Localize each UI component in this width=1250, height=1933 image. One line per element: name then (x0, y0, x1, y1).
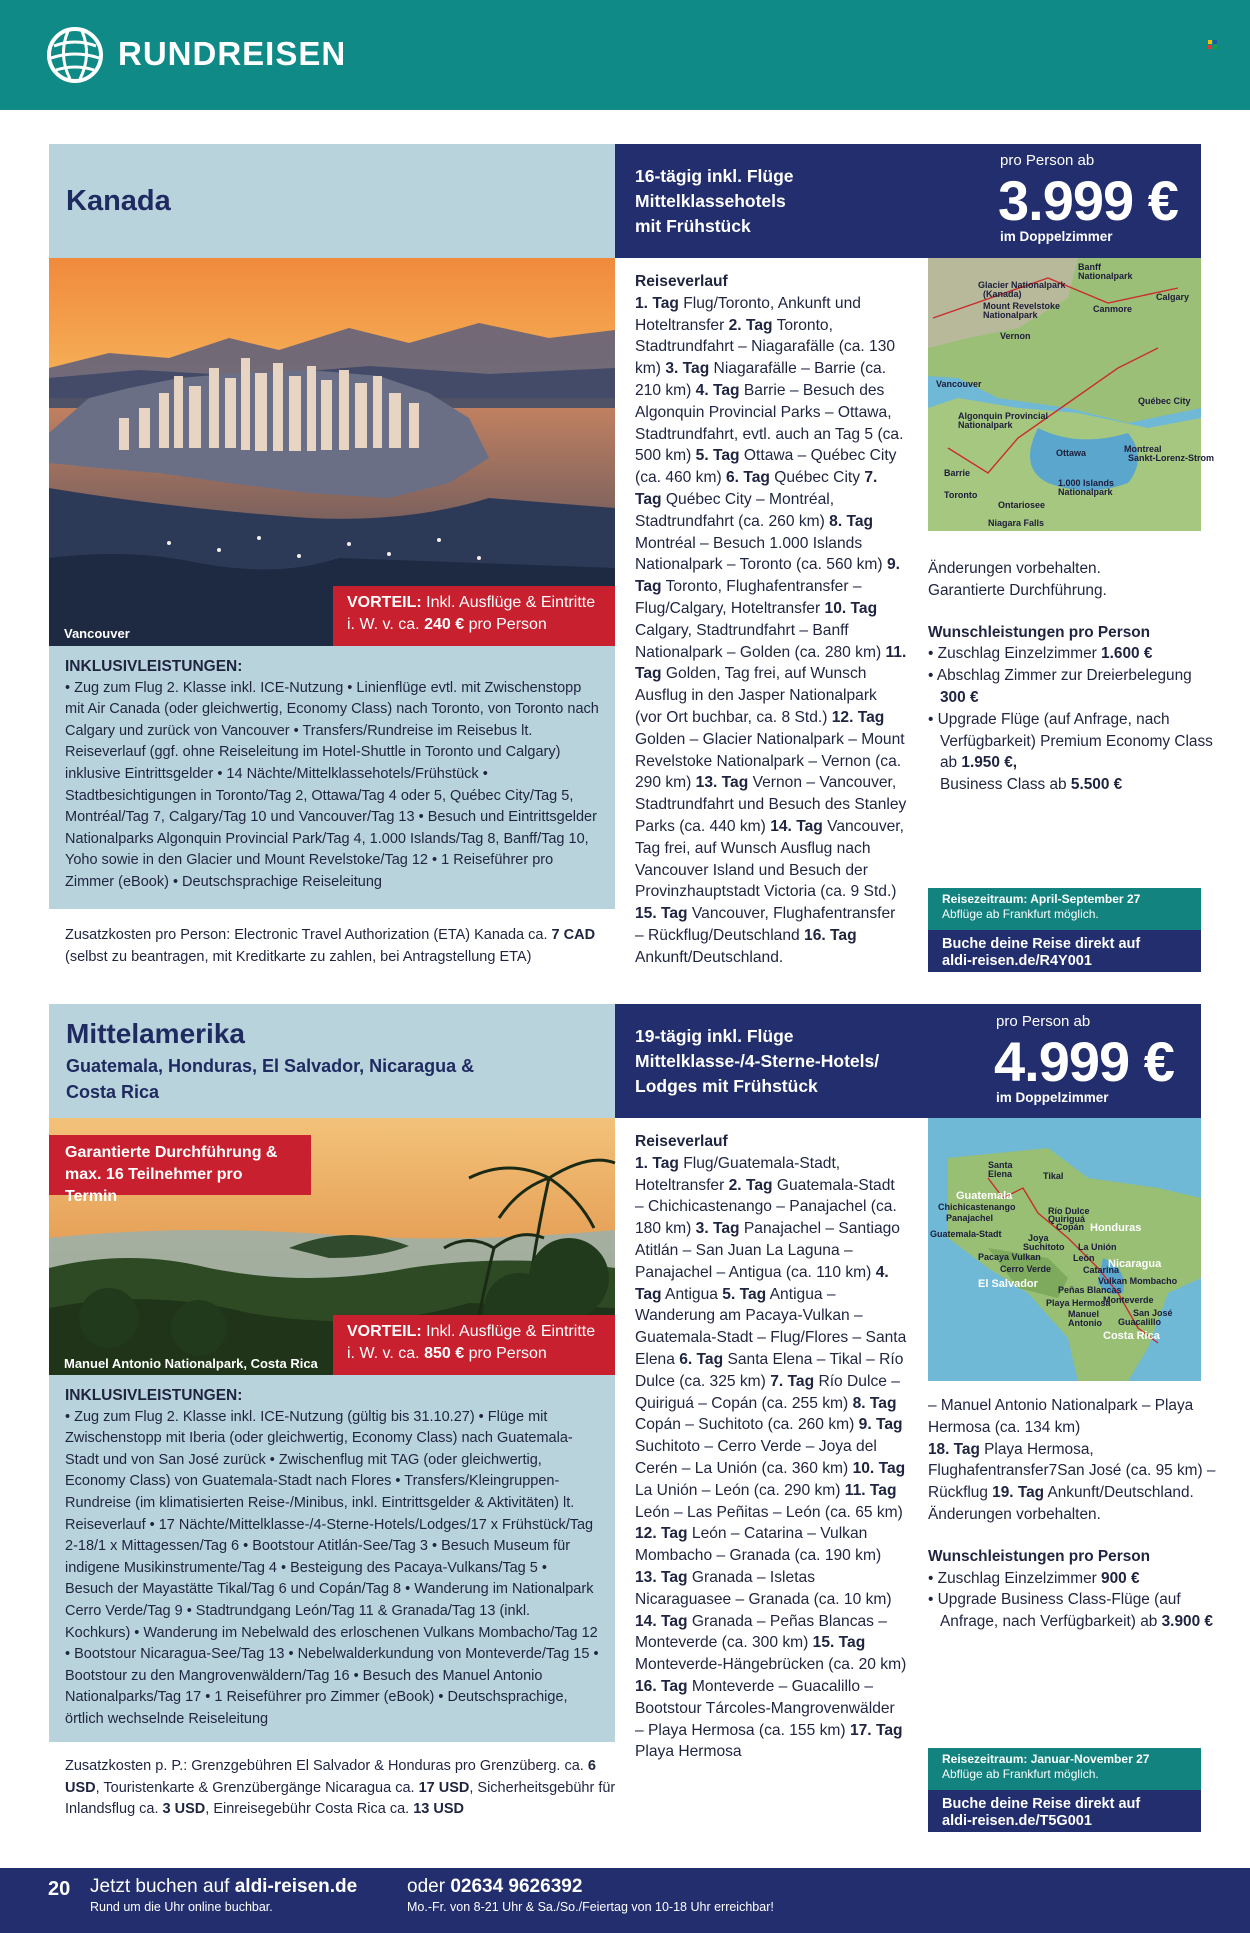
mittelamerika-itinerary (635, 1131, 907, 1763)
mittelamerika-inclusions (49, 1375, 615, 1742)
kanada-summary (635, 164, 794, 239)
extra-cost-text: Zusatzkosten pro Person: Electronic Travel Authorization (ETA) Kanada ca. (65, 927, 548, 943)
itinerary-day: 3. Tag (695, 1220, 740, 1238)
vorteil-post: pro Person (468, 616, 547, 633)
itinerary-day-text: Toronto, Flughafentransfer – Flug/Calgary, Hoteltransfer (635, 578, 862, 617)
kanada-extra-costs (65, 925, 625, 968)
itinerary-day: 9. Tag (635, 556, 900, 596)
itinerary-day: 11. Tag (844, 1481, 897, 1499)
itinerary-day-text: Ankunft/Deutschland. (1044, 1484, 1194, 1502)
itinerary-day-text: Québec City (769, 469, 865, 487)
footer-phone (407, 1876, 582, 1898)
mittelamerika-map: Tikal Santa Elena Guatemala Chichicastenango Río Dulce Copán Honduras Panajachel Guatemala-Stadt Joya Suchitoto Pacaya Vulkan Quiriguá La Unión León Nicaragua Cerro Verde Catarina Vulkan Mombacho El Salvador Peñas Blancas Monteverde Playa Hermosa Manuel Antonio San José Guacalillo Costa Rica (928, 1118, 1201, 1381)
itinerary-day-text: Niagarafälle – Barrie (ca. 210 km) (635, 360, 887, 399)
vorteil-line1: Inkl. Ausflüge & Eintritte (426, 1323, 596, 1340)
kanada-book-link[interactable] (928, 930, 1201, 972)
itinerary-day: 5. Tag (695, 447, 740, 465)
price-suffix: im Doppelzimmer (996, 1090, 1109, 1105)
corner-mark-icon (1208, 40, 1218, 50)
book-line: Buche deine Reise direkt auf (942, 936, 1141, 952)
mittelamerika-summary (635, 1024, 879, 1099)
wish-heading: Wunschleistungen pro Person (928, 623, 1151, 641)
itinerary-day-text: León – Las Peñitas – León (ca. 65 km) (635, 1503, 903, 1521)
price-prefix: pro Person ab (1000, 152, 1095, 169)
footer-phone-text: oder (407, 1876, 446, 1897)
itinerary-day-text: Golden, Tag frei, auf Wunsch Ausflug in den Jasper Nationalpark (vor Ort buchbar, ca. 8 Std.) (635, 665, 877, 726)
itinerary-day-text: Monteverde-Hängebrücken (ca. 20 km) (635, 1656, 907, 1674)
note: Änderungen vorbehalten. (928, 1505, 1101, 1523)
price-suffix: im Doppelzimmer (1000, 229, 1113, 244)
itinerary-day-text: Guatemala-Stadt – Chichicastenango – Panajachel (ca. 180 km) (635, 1176, 897, 1238)
incl-text: • Zug zum Flug 2. Klasse inkl. ICE-Nutzung (gültig bis 31.10.27) • Flüge mit Zwischenstopp mit Iberia (oder gleichwertig, Economy Class) nach Guatemala-Stadt und von San José zurück • Zwischenflug mit TAG (oder gleichwertig, Economy Class) von Guatemala-Stadt nach Flores • Transfers/Kleingruppen-Rundreise (im klimatisierten Reise-/Minibus, inkl. Eintrittsgelder & Aktivitäten) lt. Reiseverlauf • 17 Nächte/Mittelklasse-/4-Sterne-Hotels/Lodges/17 x Frühstück/Tag 2-18/1 x Mittagessen/Tag 6 • Bootstour Atitlán-See/Tag 3 • Besuch Museum für indigene Musikinstrumente/Tag 4 • Besteigung des Pacaya-Vulkans/Tag 5 • Besuch der Mayastätte Tikal/Tag 6 und Copán/Tag 8 • Wanderung im Nationalpark Cerro Verde/Tag 9 • Stadtrundgang León/Tag 11 & Granada/Tag 13 (inkl. Kochkurs) • Wanderung im Nebelwald des erloschenen Vulkans Mombacho/Tag 12 • Bootstour Nicaragua-See/Tag 13 • Nebelwalderkundung von Monteverde/Tag 15 • Bootstour zu den Mangrovenwäldern/Tag 16 • Besuch des Manuel Antonio Nationalparks/Tag 17 • 1 Reiseführer pro Zimmer (eBook) • Deutschsprachige, örtlich wechselnde Reiseleitung (65, 1408, 599, 1727)
itinerary-day: 13. Tag (695, 774, 749, 792)
itinerary-day: 10. Tag (824, 599, 878, 617)
itinerary-day: 4. Tag (695, 381, 740, 399)
photo-caption: Vancouver (64, 626, 130, 641)
vorteil-label: VORTEIL: (347, 594, 422, 611)
itinerary-day: 7. Tag (770, 1372, 815, 1390)
mittelamerika-side (928, 1395, 1218, 1633)
summary-line: Mittelklasse-/4-Sterne-Hotels/ (635, 1051, 880, 1071)
itinerary-day: 16. Tag (635, 1677, 688, 1695)
itinerary-day: 8. Tag (829, 512, 874, 530)
itinerary-day-text: Ottawa – Québec City (ca. 460 km) (635, 447, 897, 487)
price-prefix: pro Person ab (996, 1013, 1091, 1030)
mittelamerika-travel-period (928, 1748, 1201, 1790)
itinerary-day: 15. Tag (635, 905, 688, 923)
kanada-travel-period (928, 888, 1201, 930)
departure-note: Abflüge ab Frankfurt möglich. (942, 1767, 1099, 1781)
wish-item: Business Class ab 5.500 € (940, 776, 1123, 794)
wish-item: • Upgrade Business Class-Flüge (auf Anfrage, nach Verfügbarkeit) ab 3.900 € (928, 1591, 1213, 1631)
itinerary-day-text: Golden – Glacier Nationalpark – Mount Revelstoke Nationalpark – Vernon (ca. 290 km) (635, 730, 905, 792)
itinerary-day: 5. Tag (722, 1285, 767, 1303)
mittelamerika-subtitle (66, 1053, 474, 1105)
wish-heading: Wunschleistungen pro Person (928, 1547, 1151, 1565)
itinerary-day: 12. Tag (831, 708, 885, 726)
itinerary-day-text: Suchitoto – Cerro Verde – Joya del Cerén – La Unión (ca. 360 km) (635, 1438, 877, 1477)
extra-cost-text: , Sicherheitsgebühr für Inlandsflug ca. (65, 1779, 616, 1818)
wish-item: • Upgrade Flüge (auf Anfrage, nach Verfügbarkeit) Premium Economy Class ab 1.950 €, (928, 710, 1213, 772)
itinerary-day: 12. Tag (635, 1525, 688, 1543)
itinerary-day-text: Panajachel – Santiago Atitlán – San Juan La Laguna – Panajachel – Antigua (ca. 110 km) (635, 1220, 900, 1281)
itinerary-day-text: Copán – Suchitoto (ca. 260 km) (635, 1416, 859, 1434)
photo-caption: Manuel Antonio Nationalpark, Costa Rica (64, 1356, 318, 1371)
kanada-inclusions (49, 646, 615, 909)
vorteil-pre: i. W. v. ca. (347, 616, 420, 633)
footer-book-sub: Rund um die Uhr online buchbar. (90, 1900, 273, 1914)
book-url[interactable]: aldi-reisen.de/T5G001 (942, 1813, 1092, 1829)
itinerary-day: 17. Tag (849, 1721, 903, 1739)
summary-line: 19-tägig inkl. Flüge (635, 1026, 794, 1046)
itinerary-day: 9. Tag (858, 1416, 903, 1434)
extra-cost-amount: 7 CAD (551, 927, 596, 943)
guarantee-line: max. 16 Teilnehmer pro Termin (65, 1166, 243, 1205)
itinerary-day: 19. Tag (992, 1484, 1045, 1502)
kanada-itinerary (635, 271, 907, 969)
itinerary-day-text: Montréal – Besuch 1.000 Islands Nationalpark – Toronto (ca. 560 km) (635, 534, 887, 574)
itinerary-continuation (928, 1439, 1218, 1504)
itinerary-day: 14. Tag (635, 1612, 688, 1630)
wish-item: • Zuschlag Einzelzimmer 900 € (928, 1569, 1140, 1587)
guarantee-line: Garantierte Durchführung & (65, 1144, 278, 1161)
departure-note: Abflüge ab Frankfurt möglich. (942, 907, 1099, 921)
footer-book-text: Jetzt buchen auf (90, 1876, 230, 1897)
mittelamerika-price: 4.999 € (994, 1030, 1174, 1093)
itinerary-day: 16. Tag (804, 926, 857, 944)
itinerary-day: 15. Tag (812, 1634, 866, 1652)
subtitle-line: Costa Rica (66, 1082, 160, 1102)
kanada-price: 3.999 € (998, 169, 1178, 232)
itinerary-day: 6. Tag (679, 1350, 724, 1368)
itinerary-day-text: Granada – Peñas Blancas – Monteverde (ca. 300 km) (635, 1612, 887, 1652)
itinerary-day-text: Barrie – Besuch des Algonquin Provincial Parks – Ottawa, Stadtrundfahrt, evtl. auch an Tag 5 (ca. 500 km) (635, 381, 904, 465)
incl-heading: INKLUSIVLEISTUNGEN: (65, 1387, 243, 1404)
summary-line: 16-tägig inkl. Flüge (635, 166, 794, 186)
itinerary-day-text: Flug/Toronto, Ankunft und Hoteltransfer (635, 294, 861, 334)
itinerary-day-text: Santa Elena – Tikal – Río Dulce (ca. 325 km) (635, 1350, 904, 1390)
brand-title: RUNDREISEN (118, 35, 347, 72)
incl-heading: INKLUSIVLEISTUNGEN: (65, 658, 243, 675)
itinerary-day: 7. Tag (635, 469, 878, 508)
extra-cost-text: , Einreisegebühr Costa Rica ca. (205, 1801, 410, 1818)
itinerary-day-text: Antigua (661, 1285, 723, 1303)
extra-cost-amount: 17 USD (418, 1779, 470, 1796)
itinerary-heading: Reiseverlauf (635, 1133, 728, 1150)
kanada-map: Banff Nationalpark Glacier Nationalpark (Kanada) Mount Revelstoke Nationalpark Calgary Canmore Vernon Vancouver Algonquin Provincial Nationalpark Québec City Ottawa Montreal Sankt-Lorenz-Strom Barrie Toronto 1.000 Islands Nationalpark Ontariosee Niagara Falls (928, 258, 1201, 531)
footer-hours: Mo.-Fr. von 8-21 Uhr & Sa./So./Feiertag von 10-18 Uhr erreichbar! (407, 1900, 774, 1914)
wish-list (928, 1568, 1218, 1633)
note: Änderungen vorbehalten. (928, 560, 1101, 577)
vorteil-pre: i. W. v. ca. (347, 1345, 420, 1362)
kanada-side (928, 558, 1218, 796)
itinerary-day-text: Toronto, Stadtrundfahrt – Niagarafälle (ca. 130 km) (635, 316, 896, 378)
travel-period: Reisezeitraum: April-September 27 (942, 892, 1141, 906)
itinerary-day: 13. Tag (635, 1568, 688, 1586)
itinerary-day: 4. Tag (635, 1263, 889, 1303)
footer-site-link[interactable]: aldi-reisen.de (234, 1876, 358, 1897)
itinerary-day-text: Río Dulce – Quiriguá – Copán (ca. 255 km) (635, 1372, 900, 1412)
itinerary-heading: Reiseverlauf (635, 273, 728, 290)
itinerary-day: 18. Tag (928, 1440, 980, 1458)
itinerary-day-text: Ankunft/Deutschland. (635, 948, 784, 966)
itinerary-day: 1. Tag (635, 294, 679, 312)
itinerary-day-text: Flug/Guatemala-Stadt, Hoteltransfer (635, 1154, 841, 1194)
book-url[interactable]: aldi-reisen.de/R4Y001 (942, 953, 1092, 969)
itinerary-day-text: León – Catarina – Vulkan Mombacho – Granada (ca. 190 km) (635, 1525, 882, 1565)
summary-line: Mittelklassehotels (635, 191, 786, 211)
itinerary-day-text: Québec City – Montréal, Stadtrundfahrt (ca. 260 km) (635, 490, 835, 530)
wish-item: • Zuschlag Einzelzimmer 1.600 € (928, 645, 1153, 663)
note: Garantierte Durchführung. (928, 581, 1107, 599)
extra-cost-text: (selbst zu beantragen, mit Kreditkarte zu zahlen, bei Antragstellung ETA) (65, 948, 532, 965)
incl-text: • Zug zum Flug 2. Klasse inkl. ICE-Nutzung • Linienflüge evtl. mit Zwischenstopp mit Air Canada (oder gleichwertig, Economy Class) nach Toronto, von Toronto nach Calgary und zurück von Vancouver • Transfers/Rundreise im Reisebus lt. Reiseverlauf (ggf. ohne Reiseleitung im Hotel-Shuttle in Toronto und Calgary) inklusive Eintrittsgelder • 14 Nächte/Mittelklassehotels/Frühstück • Stadtbesichtigungen in Toronto/Tag 2, Ottawa/Tag 4 oder 5, Québec City/Tag 5, Montréal/Tag 7, Calgary/Tag 10 und Vancouver/Tag 13 • Besuch und Eintrittsgelder Nationalparks Algonquin Provincial Park/Tag 4, 1.000 Islands/Tag 8, Banff/Tag 10, Yoho sowie in den Glacier und Mount Revelstoke/Tag 12 • 1 Reiseführer pro Zimmer (eBook) • Deutschsprachige Reiseleitung (65, 679, 599, 890)
itinerary-day-text: Vancouver, Tag frei, auf Wunsch Ausflug nach Vancouver Island und Besuch der Provinzhauptstadt Victoria (ca. 9 Std.) (635, 817, 904, 901)
itinerary-day: 8. Tag (852, 1394, 897, 1412)
itinerary-day-text: Playa Hermosa, Flughafentransfer7San José (ca. 95 km) – Rückflug (928, 1440, 1216, 1502)
itinerary-day-text: Antigua – Wanderung am Pacaya-Vulkan – Guatemala-Stadt – Flug/Flores – Santa Elena (635, 1285, 907, 1368)
extra-cost-amount: 13 USD (413, 1801, 464, 1818)
extra-cost-text: Zusatzkosten p. P.: Grenzgebühren El Salvador & Honduras pro Grenzüberg. ca. (65, 1758, 584, 1774)
itinerary-day-text: Calgary, Stadtrundfahrt – Banff Nationalpark – Golden (ca. 280 km) (635, 621, 886, 661)
footer-phone-number[interactable]: 02634 9626392 (450, 1876, 583, 1897)
subtitle-line: Guatemala, Honduras, El Salvador, Nicaragua & (66, 1056, 475, 1076)
itinerary-day: 2. Tag (728, 1176, 773, 1194)
itinerary-text (635, 1153, 907, 1763)
summary-line: Lodges mit Frühstück (635, 1076, 818, 1096)
itinerary-day-text: Monteverde – Guacalillo – Bootstour Tárcoles-Mangrovenwälder – Playa Hermosa (ca. 155 km) (635, 1677, 895, 1739)
itinerary-day: 6. Tag (726, 469, 770, 487)
itinerary-day: 2. Tag (728, 316, 773, 334)
footer-book (90, 1876, 357, 1898)
vorteil-badge (333, 1315, 615, 1375)
globe-icon (46, 26, 104, 84)
itinerary-day: 11. Tag (635, 643, 907, 683)
itinerary-continuation: – Manuel Antonio Nationalpark – Playa Hermosa (ca. 134 km) (928, 1397, 1194, 1436)
mittelamerika-extra-costs (65, 1756, 620, 1821)
itinerary-day: 10. Tag (852, 1459, 906, 1477)
guarantee-badge (49, 1135, 311, 1205)
extra-cost-amount: 6 USD (65, 1758, 596, 1796)
itinerary-day-text: Granada – Isletas Nicaraguasee – Granada (ca. 10 km) (635, 1568, 892, 1608)
extra-cost-text: , Touristenkarte & Grenzübergänge Nicaragua ca. (95, 1779, 415, 1796)
vorteil-line1: Inkl. Ausflüge & Eintritte (426, 594, 596, 611)
itinerary-day: 1. Tag (635, 1154, 679, 1172)
kanada-title: Kanada (66, 185, 171, 217)
itinerary-text (635, 293, 907, 969)
summary-line: mit Frühstück (635, 216, 751, 236)
vorteil-post: pro Person (468, 1345, 547, 1362)
itinerary-day-text: Playa Hermosa (635, 1743, 742, 1761)
page-number: 20 (48, 1878, 71, 1900)
travel-period: Reisezeitraum: Januar-November 27 (942, 1752, 1150, 1766)
itinerary-day: 3. Tag (665, 360, 710, 378)
book-line: Buche deine Reise direkt auf (942, 1796, 1141, 1812)
mittelamerika-title: Mittelamerika (66, 1018, 245, 1049)
itinerary-day-text: La Unión – León (ca. 290 km) (635, 1481, 845, 1499)
wish-item: • Abschlag Zimmer zur Dreierbelegung 300 € (928, 667, 1192, 706)
extra-cost-amount: 3 USD (162, 1801, 206, 1818)
itinerary-day-text: Vernon – Vancouver, Stadtrundfahrt und Besuch des Stanley Parks (ca. 440 km) (635, 774, 907, 835)
wish-list (928, 643, 1218, 796)
vorteil-amount: 240 € (424, 616, 465, 633)
vorteil-amount: 850 € (424, 1345, 465, 1362)
vorteil-badge (333, 586, 615, 646)
itinerary-day: 14. Tag (770, 817, 823, 835)
itinerary-day-text: Vancouver, Flughafentransfer – Rückflug/Deutschland (635, 905, 896, 944)
vorteil-label: VORTEIL: (347, 1323, 422, 1340)
mittelamerika-book-link[interactable] (928, 1790, 1201, 1832)
